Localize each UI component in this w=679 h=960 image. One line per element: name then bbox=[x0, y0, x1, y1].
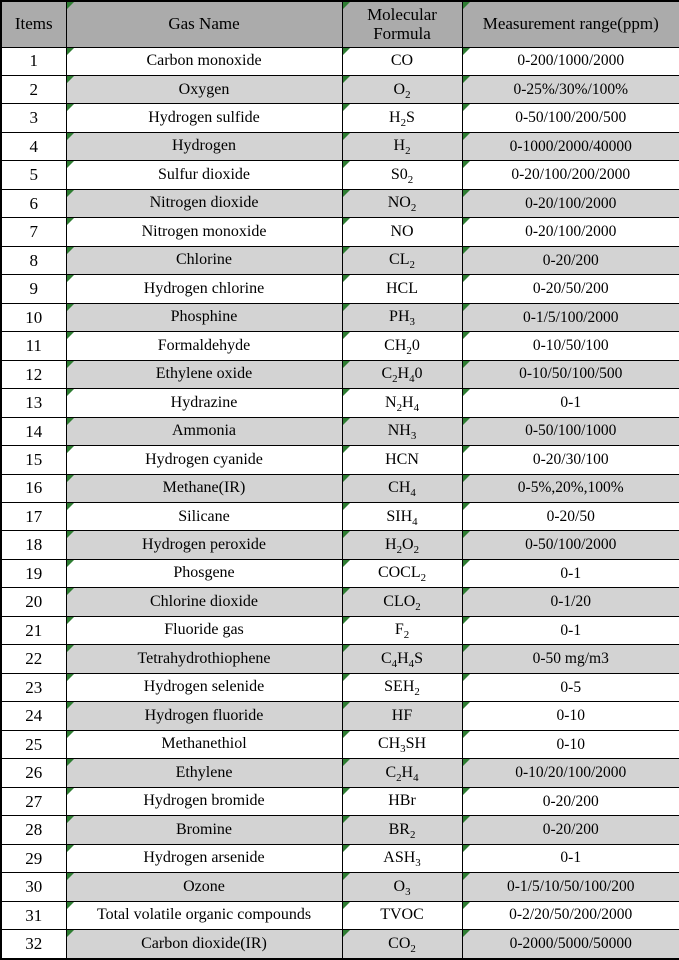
formula-cell: $C_2H_4$ bbox=[342, 759, 462, 787]
item-cell: 23 bbox=[1, 673, 66, 701]
item-cell: 31 bbox=[1, 901, 66, 929]
formula-cell: $C_4H_4S$ bbox=[342, 645, 462, 673]
item-cell: 8 bbox=[1, 246, 66, 274]
range-cell: 0-20/100/200/2000 bbox=[462, 161, 679, 189]
gas-name-cell: Fluoride gas bbox=[66, 616, 342, 644]
item-cell: 25 bbox=[1, 730, 66, 758]
formula-cell: HF bbox=[342, 702, 462, 730]
table-row bbox=[1, 645, 679, 673]
table-row bbox=[1, 559, 679, 587]
gas-name-cell: Total volatile organic compounds bbox=[66, 901, 342, 929]
formula-cell: $CLO_2$ bbox=[342, 588, 462, 616]
formula-cell: $ASH_3$ bbox=[342, 844, 462, 872]
range-cell: 0-10/50/100/500 bbox=[462, 360, 679, 388]
table-row bbox=[1, 844, 679, 872]
formula-cell: $COCL_2$ bbox=[342, 559, 462, 587]
table-row bbox=[1, 303, 679, 331]
gas-name-cell: Hydrogen peroxide bbox=[66, 531, 342, 559]
table-row bbox=[1, 616, 679, 644]
item-cell: 15 bbox=[1, 446, 66, 474]
item-cell: 10 bbox=[1, 303, 66, 331]
table-row bbox=[1, 531, 679, 559]
formula-cell: $N_2H_4$ bbox=[342, 389, 462, 417]
item-cell: 22 bbox=[1, 645, 66, 673]
range-cell: 0-10/50/100 bbox=[462, 332, 679, 360]
table-row bbox=[1, 360, 679, 388]
formula-cell: $CL_2$ bbox=[342, 246, 462, 274]
table-row bbox=[1, 816, 679, 844]
range-cell: 0-10/20/100/2000 bbox=[462, 759, 679, 787]
range-cell: 0-20/50 bbox=[462, 503, 679, 531]
gas-name-cell: Hydrogen fluoride bbox=[66, 702, 342, 730]
formula-cell: $H_2O_2$ bbox=[342, 531, 462, 559]
table-row bbox=[1, 189, 679, 217]
formula-cell: NO bbox=[342, 218, 462, 246]
item-cell: 6 bbox=[1, 189, 66, 217]
formula-cell: $H_2S$ bbox=[342, 104, 462, 132]
range-cell: 0-5 bbox=[462, 673, 679, 701]
item-cell: 4 bbox=[1, 132, 66, 160]
item-cell: 11 bbox=[1, 332, 66, 360]
formula-cell: $F_2$ bbox=[342, 616, 462, 644]
header-row bbox=[1, 1, 679, 47]
gas-name-cell: Hydrogen arsenide bbox=[66, 844, 342, 872]
gas-name-cell: Hydrazine bbox=[66, 389, 342, 417]
range-cell: 0-10 bbox=[462, 702, 679, 730]
table-row bbox=[1, 47, 679, 75]
table-body bbox=[1, 47, 679, 959]
gas-name-cell: Formaldehyde bbox=[66, 332, 342, 360]
range-cell: 0-50 mg/m3 bbox=[462, 645, 679, 673]
range-cell: 0-2000/5000/50000 bbox=[462, 930, 679, 959]
gas-name-cell: Ethylene oxide bbox=[66, 360, 342, 388]
item-cell: 7 bbox=[1, 218, 66, 246]
item-cell: 30 bbox=[1, 873, 66, 901]
gas-name-cell: Silicane bbox=[66, 503, 342, 531]
formula-cell: $O_2$ bbox=[342, 75, 462, 103]
formula-cell: $CH_3SH$ bbox=[342, 730, 462, 758]
range-cell: 0-50/100/1000 bbox=[462, 417, 679, 445]
item-cell: 9 bbox=[1, 275, 66, 303]
range-cell: 0-200/1000/2000 bbox=[462, 47, 679, 75]
range-cell: 0-20/50/200 bbox=[462, 275, 679, 303]
formula-cell: CO bbox=[342, 47, 462, 75]
item-cell: 18 bbox=[1, 531, 66, 559]
formula-cell: $H_2$ bbox=[342, 132, 462, 160]
range-cell: 0-20/100/2000 bbox=[462, 189, 679, 217]
table-row bbox=[1, 417, 679, 445]
table-row bbox=[1, 588, 679, 616]
range-cell: 0-1 bbox=[462, 616, 679, 644]
item-cell: 17 bbox=[1, 503, 66, 531]
range-cell: 0-10 bbox=[462, 730, 679, 758]
item-cell: 24 bbox=[1, 702, 66, 730]
item-cell: 16 bbox=[1, 474, 66, 502]
table-row bbox=[1, 901, 679, 929]
table-row bbox=[1, 104, 679, 132]
gas-name-cell: Carbon dioxide(IR) bbox=[66, 930, 342, 959]
header-molecular-formula: Molecular Formula bbox=[342, 1, 462, 47]
item-cell: 12 bbox=[1, 360, 66, 388]
header-gas-name: Gas Name bbox=[66, 1, 342, 47]
formula-cell: $NH_3$ bbox=[342, 417, 462, 445]
table-row bbox=[1, 132, 679, 160]
item-cell: 2 bbox=[1, 75, 66, 103]
gas-name-cell: Chlorine bbox=[66, 246, 342, 274]
item-cell: 1 bbox=[1, 47, 66, 75]
item-cell: 3 bbox=[1, 104, 66, 132]
range-cell: 0-50/100/200/500 bbox=[462, 104, 679, 132]
formula-cell: $SEH_2$ bbox=[342, 673, 462, 701]
item-cell: 5 bbox=[1, 161, 66, 189]
formula-cell: $C_2H_40$ bbox=[342, 360, 462, 388]
table-row bbox=[1, 503, 679, 531]
gas-name-cell: Chlorine dioxide bbox=[66, 588, 342, 616]
range-cell: 0-1 bbox=[462, 844, 679, 872]
range-cell: 0-5%,20%,100% bbox=[462, 474, 679, 502]
item-cell: 32 bbox=[1, 930, 66, 959]
item-cell: 13 bbox=[1, 389, 66, 417]
range-cell: 0-1/20 bbox=[462, 588, 679, 616]
formula-cell: $BR_2$ bbox=[342, 816, 462, 844]
gas-name-cell: Hydrogen bbox=[66, 132, 342, 160]
table-row bbox=[1, 75, 679, 103]
range-cell: 0-1 bbox=[462, 389, 679, 417]
formula-cell: $SIH_4$ bbox=[342, 503, 462, 531]
table-row bbox=[1, 218, 679, 246]
formula-cell: HCN bbox=[342, 446, 462, 474]
range-cell: 0-20/200 bbox=[462, 816, 679, 844]
table-row bbox=[1, 446, 679, 474]
gas-name-cell: Hydrogen cyanide bbox=[66, 446, 342, 474]
range-cell: 0-1/5/100/2000 bbox=[462, 303, 679, 331]
formula-cell: HBr bbox=[342, 787, 462, 815]
formula-cell: $CO_2$ bbox=[342, 930, 462, 959]
gas-name-cell: Nitrogen dioxide bbox=[66, 189, 342, 217]
formula-cell: HCL bbox=[342, 275, 462, 303]
gas-name-cell: Oxygen bbox=[66, 75, 342, 103]
table-row bbox=[1, 759, 679, 787]
header-items: Items bbox=[1, 1, 66, 47]
gas-name-cell: Ethylene bbox=[66, 759, 342, 787]
gas-name-cell: Methane(IR) bbox=[66, 474, 342, 502]
item-cell: 19 bbox=[1, 559, 66, 587]
range-cell: 0-20/100/2000 bbox=[462, 218, 679, 246]
item-cell: 26 bbox=[1, 759, 66, 787]
formula-cell: $NO_2$ bbox=[342, 189, 462, 217]
table-row bbox=[1, 275, 679, 303]
formula-cell: $CH_20$ bbox=[342, 332, 462, 360]
gas-name-cell: Ozone bbox=[66, 873, 342, 901]
formula-cell: $PH_3$ bbox=[342, 303, 462, 331]
range-cell: 0-1/5/10/50/100/200 bbox=[462, 873, 679, 901]
item-cell: 14 bbox=[1, 417, 66, 445]
formula-cell: $S0_2$ bbox=[342, 161, 462, 189]
item-cell: 29 bbox=[1, 844, 66, 872]
gas-name-cell: Hydrogen selenide bbox=[66, 673, 342, 701]
item-cell: 27 bbox=[1, 787, 66, 815]
range-cell: 0-25%/30%/100% bbox=[462, 75, 679, 103]
range-cell: 0-2/20/50/200/2000 bbox=[462, 901, 679, 929]
range-cell: 0-20/30/100 bbox=[462, 446, 679, 474]
table-row bbox=[1, 161, 679, 189]
gas-name-cell: Nitrogen monoxide bbox=[66, 218, 342, 246]
gas-name-cell: Tetrahydrothiophene bbox=[66, 645, 342, 673]
table-row bbox=[1, 246, 679, 274]
gas-name-cell: Phosgene bbox=[66, 559, 342, 587]
table-row bbox=[1, 474, 679, 502]
range-cell: 0-50/100/2000 bbox=[462, 531, 679, 559]
table-row bbox=[1, 389, 679, 417]
table-row bbox=[1, 332, 679, 360]
table-row bbox=[1, 930, 679, 959]
gas-name-cell: Carbon monoxide bbox=[66, 47, 342, 75]
range-cell: 0-20/200 bbox=[462, 787, 679, 815]
formula-cell: $O_3$ bbox=[342, 873, 462, 901]
item-cell: 21 bbox=[1, 616, 66, 644]
range-cell: 0-20/200 bbox=[462, 246, 679, 274]
gas-name-cell: Phosphine bbox=[66, 303, 342, 331]
header-measurement-range: Measurement range(ppm) bbox=[462, 1, 679, 47]
gas-name-cell: Ammonia bbox=[66, 417, 342, 445]
table-row bbox=[1, 873, 679, 901]
range-cell: 0-1000/2000/40000 bbox=[462, 132, 679, 160]
table-row bbox=[1, 787, 679, 815]
item-cell: 28 bbox=[1, 816, 66, 844]
gas-name-cell: Hydrogen sulfide bbox=[66, 104, 342, 132]
gas-name-cell: Methanethiol bbox=[66, 730, 342, 758]
gas-name-cell: Sulfur dioxide bbox=[66, 161, 342, 189]
table-header bbox=[1, 1, 679, 47]
table-row bbox=[1, 673, 679, 701]
gas-name-cell: Bromine bbox=[66, 816, 342, 844]
item-cell: 20 bbox=[1, 588, 66, 616]
range-cell: 0-1 bbox=[462, 559, 679, 587]
gas-name-cell: Hydrogen bromide bbox=[66, 787, 342, 815]
table-row bbox=[1, 702, 679, 730]
gas-name-cell: Hydrogen chlorine bbox=[66, 275, 342, 303]
formula-cell: TVOC bbox=[342, 901, 462, 929]
formula-cell: $CH_4$ bbox=[342, 474, 462, 502]
table-row bbox=[1, 730, 679, 758]
